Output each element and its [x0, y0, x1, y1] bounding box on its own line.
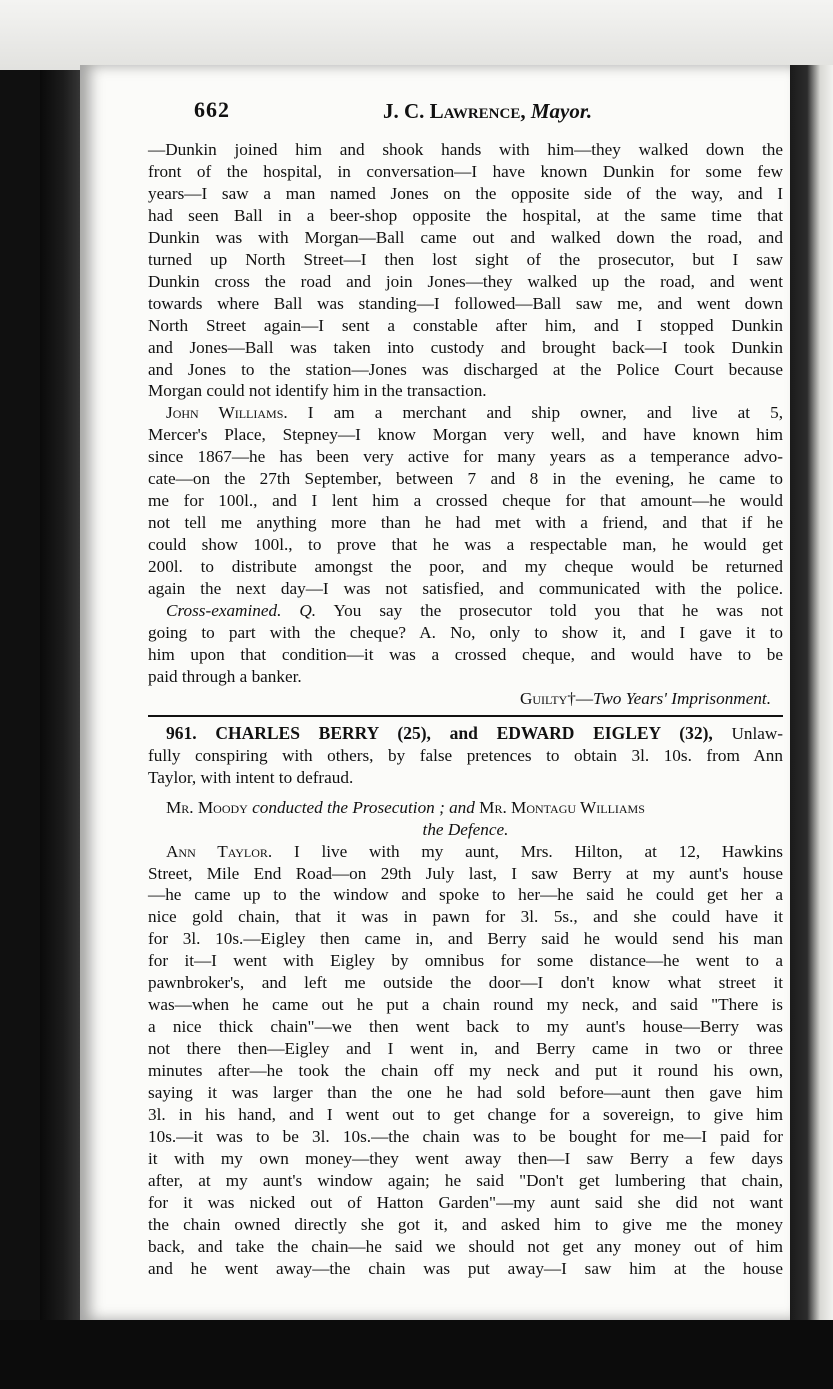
witness-statement-start: I am a merchant and ship owner, and live at 5,	[307, 403, 783, 423]
text-line	[118, 723, 783, 745]
text-line: and Jones to the station—Jones was discharged at the Police Court because	[148, 359, 783, 379]
prosecution-text: conducted the Prosecution ; and	[252, 797, 475, 817]
text-line: him upon that condition—it was a crossed cheque, and would have to be	[148, 644, 783, 664]
running-head-name: J. C. Lawrence,	[383, 99, 526, 123]
defence-text: the Defence.	[422, 819, 509, 839]
top-margin	[0, 0, 833, 70]
witness-name: Ann Taylor.	[166, 841, 273, 861]
running-head-title: Mayor.	[530, 99, 593, 123]
case-divider-rule	[148, 715, 783, 717]
text-line: Morgan could not identify him in the transaction.	[148, 381, 487, 401]
page-number: 662	[194, 97, 230, 122]
cross-exam-start: You say the prosecutor told you that he was not	[333, 601, 783, 621]
text-line: turned up North Street—I then lost sight of the prosecutor, but I saw	[148, 249, 783, 269]
text-line: and Jones—Ball was taken into custody and brought back—I took Dunkin	[148, 337, 783, 357]
text-line: going to part with the cheque? A. No, only to show it, and I gave it to	[148, 622, 783, 642]
text-line: for 3l. 10s.—Eigley then came in, and Berry said he would send his man	[148, 929, 783, 949]
text-line: Street, Mile End Road—on 29th July last, I saw Berry at my aunt's house	[148, 863, 783, 883]
spacer	[118, 789, 783, 797]
case-961-heading	[118, 723, 783, 789]
text-line: Mercer's Place, Stepney—I know Morgan very well, and have known him	[148, 425, 783, 445]
text-line: Dunkin cross the road and join Jones—they walked up the road, and went	[148, 271, 783, 291]
paragraph-taylor	[118, 841, 783, 1280]
text-line: not tell me anything more than he had met with a friend, and that if he	[148, 513, 783, 533]
text-line: it with my own money—they went away then—I saw Berry a few days	[148, 1148, 783, 1168]
text-line: after, at my aunt's window again; he said "Don't get lumbering that chain,	[148, 1170, 783, 1190]
right-page-edge	[790, 65, 833, 1340]
paragraph-dunkin	[118, 139, 783, 402]
question-marker: Q.	[299, 601, 317, 621]
witness-name: John Williams.	[166, 403, 288, 423]
text-line: nice gold chain, that it was in pawn for 3l. 5s., and she could have it	[148, 907, 783, 927]
text-line	[118, 797, 783, 819]
witness-statement-start: I live with my aunt, Mrs. Hilton, at 12, Hawkins	[294, 841, 783, 861]
verdict	[118, 688, 783, 710]
text-line: back, and take the chain—he said we should not get any money out of him	[148, 1236, 783, 1256]
text-line: 10s.—it was to be 3l. 10s.—the chain was to be bought for me—I paid for	[148, 1126, 783, 1146]
text-line: front of the hospital, in conversation—I have known Dunkin for some few	[148, 161, 783, 181]
cross-exam-label: Cross-examined.	[166, 601, 282, 621]
page-content	[118, 95, 783, 1280]
page-header	[118, 95, 783, 139]
text-line: pawnbroker's, and left me outside the door—I don't know what street it	[148, 973, 783, 993]
text-line: —Dunkin joined him and shook hands with him—they walked down the	[148, 140, 783, 159]
text-line: Dunkin was with Morgan—Ball came out and walked down the road, and	[148, 227, 783, 247]
text-line: —he came up to the window and spoke to her—he said he could get her a	[148, 885, 783, 905]
text-line: minutes after—he took the chain off my neck and put it round his own,	[148, 1061, 783, 1081]
text-line: since 1867—he has been very active for many years as a temperance advo-	[148, 447, 783, 467]
text-line: not there then—Eigley and I went in, and Berry came in two or three	[148, 1039, 783, 1059]
text-line: paid through a banker.	[148, 666, 302, 686]
counsel-note	[118, 797, 783, 841]
bottom-background	[0, 1320, 833, 1389]
verdict-guilty: Guilty†—	[519, 688, 594, 708]
running-head	[383, 99, 592, 124]
text-line: cate—on the 27th September, between 7 and 8 in the evening, he came to	[148, 469, 783, 489]
text-line: towards where Ball was standing—I followed—Ball saw me, and went down	[148, 293, 783, 313]
text-line	[118, 841, 783, 863]
text-line: Taylor, with intent to defraud.	[148, 767, 354, 787]
paragraph-williams	[118, 402, 783, 600]
text-line: saying it was larger than the one he had sold before—aunt then gave him	[148, 1083, 783, 1103]
text-line: 200l. to distribute amongst the poor, and my cheque would be returned	[148, 557, 783, 577]
verdict-sentence: Two Years' Imprisonment.	[593, 688, 771, 708]
text-line: years—I saw a man named Jones on the opposite side of the way, and I	[148, 183, 783, 203]
case-number-and-names: 961. CHARLES BERRY (25), and EDWARD EIGLEY (32),	[166, 722, 713, 743]
text-line	[118, 402, 783, 424]
paragraph-cross-examination	[118, 600, 783, 688]
text-line: and he went away—the chain was put away—I saw him at the house	[148, 1258, 783, 1278]
text-line: me for 100l., and I lent him a crossed cheque for that amount—he would	[148, 491, 783, 511]
text-line: the chain owned directly she got it, and asked him to give me the money	[148, 1214, 783, 1234]
text-line: 3l. in his hand, and I went out to get change for a sovereign, to give him	[148, 1104, 783, 1124]
text-line: North Street again—I sent a constable after him, and I stopped Dunkin	[148, 315, 783, 335]
defence-counsel: Mr. Montagu Williams	[479, 797, 645, 817]
text-line: fully conspiring with others, by false pretences to obtain 3l. 10s. from Ann	[148, 745, 783, 765]
text-line: could show 100l., to prove that he was a respectable man, he would get	[148, 535, 783, 555]
text-line: again the next day—I was not satisfied, and communicated with the police.	[148, 579, 783, 599]
text-line	[118, 600, 783, 622]
prosecution-counsel: Mr. Moody	[166, 797, 248, 817]
text-line: was—when he came out he put a chain round my neck, and said "There is	[148, 995, 783, 1015]
text-line: for it was nicked out of Hatton Garden"—my aunt said she did not want	[148, 1192, 783, 1212]
text-line: a nice thick chain"—we then went back to my aunt's house—Berry was	[148, 1017, 783, 1037]
text-line: had seen Ball in a beer-shop opposite the hospital, at the same time that	[148, 205, 783, 225]
charge-start: Unlaw-	[731, 723, 783, 743]
text-line: for it—I went with Eigley by omnibus for some distance—he went to a	[148, 951, 783, 971]
